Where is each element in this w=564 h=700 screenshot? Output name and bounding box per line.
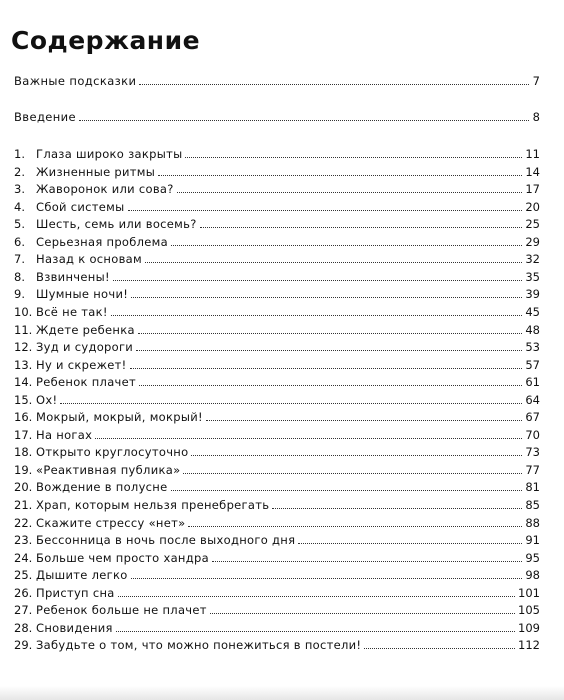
chapter-number: 22.	[14, 515, 33, 530]
chapter-title: Забудьте о том, что можно понежиться в постели!	[36, 638, 362, 653]
toc-chapter-entry[interactable]	[14, 286, 540, 302]
chapter-page-number: 109	[518, 620, 540, 635]
chapter-page-number: 95	[525, 550, 540, 565]
chapter-page-number: 39	[525, 287, 540, 302]
toc-chapter-entry[interactable]	[14, 444, 540, 460]
dot-leader	[128, 210, 523, 211]
chapter-number: 27.	[14, 603, 33, 618]
chapter-title: Ох!	[36, 392, 58, 407]
dot-leader	[116, 631, 515, 632]
toc-chapter-entry[interactable]	[14, 251, 540, 267]
chapter-title: Больше чем просто хандра	[36, 550, 209, 565]
toc-chapter-entry[interactable]	[14, 146, 540, 162]
dot-leader	[191, 455, 522, 456]
toc-entry-label: Важные подсказки	[14, 74, 137, 88]
dot-leader	[138, 333, 523, 334]
chapter-page-number: 57	[525, 357, 540, 372]
chapter-title: Ждете ребенка	[36, 322, 135, 337]
chapter-page-number: 101	[518, 585, 540, 600]
dot-leader	[95, 438, 522, 439]
chapter-title: Взвинчены!	[36, 269, 110, 284]
chapter-number: 12.	[14, 340, 33, 355]
chapter-page-number: 61	[525, 375, 540, 390]
chapter-number: 14.	[14, 375, 33, 390]
chapter-title: Глаза широко закрыты	[36, 147, 183, 161]
chapter-page-number: 20	[525, 199, 540, 214]
chapter-page-number: 45	[525, 305, 540, 319]
dot-leader	[145, 262, 522, 263]
dot-leader	[113, 280, 523, 281]
chapter-number: 16.	[14, 410, 33, 425]
toc-chapter-entry[interactable]	[14, 567, 540, 583]
chapter-title: Ну и скрежет!	[36, 357, 127, 372]
chapter-page-number: 67	[525, 410, 540, 425]
chapter-number: 8.	[14, 269, 25, 284]
toc-chapter-entry[interactable]	[14, 304, 540, 320]
chapter-page-number: 64	[525, 392, 540, 407]
toc-chapter-entry[interactable]	[14, 357, 540, 373]
dot-leader	[298, 543, 522, 544]
dot-leader	[60, 403, 522, 404]
chapter-title: «Реактивная публика»	[36, 462, 181, 477]
chapter-page-number: 81	[525, 480, 540, 495]
chapter-number: 1.	[14, 147, 25, 161]
chapter-title: Жаворонок или сова?	[36, 182, 174, 197]
dot-leader	[131, 578, 523, 579]
dot-leader	[111, 315, 523, 316]
chapter-title: Ребенок больше не плачет	[36, 603, 207, 618]
chapter-title: Шесть, семь или восемь?	[36, 217, 197, 232]
toc-chapter-entry[interactable]	[14, 199, 540, 215]
dot-leader	[183, 473, 522, 474]
chapter-title: Сновидения	[36, 620, 113, 635]
chapter-title: Бессонница в ночь после выходного дня	[36, 533, 296, 548]
dot-leader	[158, 175, 522, 176]
dot-leader	[171, 245, 522, 246]
dot-leader	[200, 227, 523, 228]
chapter-title: Всё не так!	[36, 305, 108, 319]
toc-chapter-entry[interactable]	[14, 164, 540, 180]
chapter-page-number: 73	[525, 445, 540, 460]
dot-leader	[188, 526, 522, 527]
chapter-number: 2.	[14, 164, 25, 179]
chapter-number: 13.	[14, 357, 33, 372]
chapter-title: Назад к основам	[36, 252, 142, 267]
toc-chapter-entry[interactable]	[14, 374, 540, 390]
chapter-title: Скажите стрессу «нет»	[36, 515, 186, 530]
toc-entry-introduction[interactable]	[14, 109, 540, 125]
chapter-page-number: 35	[525, 269, 540, 284]
chapter-page-number: 105	[518, 603, 540, 618]
toc-entry-important-tips[interactable]	[14, 73, 540, 89]
chapter-number: 20.	[14, 480, 33, 495]
toc-chapter-entry[interactable]	[14, 532, 540, 548]
chapter-number: 23.	[14, 533, 33, 548]
page-title: Содержание	[11, 26, 201, 55]
toc-entry-label: Введение	[14, 110, 77, 124]
chapter-number: 26.	[14, 585, 33, 600]
dot-leader	[177, 192, 523, 193]
chapter-number: 25.	[14, 568, 33, 583]
chapter-page-number: 112	[518, 638, 540, 653]
toc-chapter-entry[interactable]	[14, 497, 540, 513]
chapter-title: Серьезная проблема	[36, 234, 169, 249]
page-edge-shadow	[0, 686, 564, 700]
dot-leader	[79, 120, 529, 121]
chapter-number: 29.	[14, 638, 33, 653]
toc-chapter-entry[interactable]	[14, 322, 540, 338]
chapter-page-number: 25	[525, 217, 540, 232]
chapter-number: 10.	[14, 305, 33, 319]
chapter-page-number: 48	[525, 322, 540, 337]
chapter-number: 24.	[14, 550, 33, 565]
chapter-page-number: 91	[525, 533, 540, 548]
toc-entry-page: 8	[532, 110, 540, 124]
dot-leader	[364, 648, 515, 649]
toc-chapter-entry[interactable]	[14, 620, 540, 636]
chapter-title: Храп, которым нельзя пренебрегать	[36, 498, 270, 512]
chapter-page-number: 11	[525, 147, 540, 161]
chapter-number: 3.	[14, 182, 25, 197]
toc-chapter-entry[interactable]	[14, 392, 540, 408]
toc-chapter-entry[interactable]	[14, 234, 540, 250]
chapter-page-number: 14	[525, 164, 540, 179]
toc-chapter-entry[interactable]	[14, 269, 540, 285]
dot-leader	[118, 596, 515, 597]
dot-leader	[130, 368, 523, 369]
toc-chapter-entry[interactable]	[14, 550, 540, 566]
toc-chapter-entry[interactable]	[14, 585, 540, 601]
chapter-page-number: 32	[525, 252, 540, 267]
chapter-title: Открыто круглосуточно	[36, 445, 189, 460]
dot-leader	[136, 350, 522, 351]
dot-leader	[131, 297, 522, 298]
toc-chapter-entry[interactable]	[14, 427, 540, 443]
chapter-number: 4.	[14, 199, 25, 214]
toc-chapter-entry[interactable]	[14, 462, 540, 478]
chapter-title: Дышите легко	[36, 568, 128, 583]
chapter-title: Сбой системы	[36, 199, 125, 214]
chapter-number: 9.	[14, 287, 25, 302]
toc-chapter-entry[interactable]	[14, 637, 540, 653]
chapter-page-number: 17	[525, 182, 540, 197]
chapter-number: 21.	[14, 498, 33, 512]
chapter-page-number: 98	[525, 568, 540, 583]
dot-leader	[171, 490, 523, 491]
chapter-number: 28.	[14, 620, 33, 635]
chapter-number: 19.	[14, 462, 33, 477]
chapter-title: Мокрый, мокрый, мокрый!	[36, 410, 203, 425]
chapter-page-number: 88	[525, 515, 540, 530]
toc-chapter-entry[interactable]	[14, 479, 540, 495]
chapter-number: 18.	[14, 445, 33, 460]
chapter-page-number: 53	[525, 340, 540, 355]
chapter-title: Шумные ночи!	[36, 287, 129, 302]
toc-chapter-entry[interactable]	[14, 515, 540, 531]
chapter-number: 6.	[14, 234, 25, 249]
chapter-title: Вождение в полусне	[36, 480, 168, 495]
dot-leader	[210, 613, 515, 614]
chapter-page-number: 77	[525, 462, 540, 477]
toc-chapter-entry[interactable]	[14, 181, 540, 197]
dot-leader	[139, 84, 529, 85]
dot-leader	[185, 157, 522, 158]
chapter-number: 11.	[14, 322, 33, 337]
dot-leader	[139, 385, 522, 386]
chapter-page-number: 70	[525, 427, 540, 442]
chapter-title: Жизненные ритмы	[36, 164, 156, 179]
dot-leader	[206, 420, 522, 421]
chapter-page-number: 85	[525, 498, 540, 512]
chapter-number: 15.	[14, 392, 33, 407]
dot-leader	[212, 561, 522, 562]
chapter-title: Ребенок плачет	[36, 375, 137, 390]
chapter-number: 17.	[14, 427, 33, 442]
toc-chapter-entry[interactable]	[14, 602, 540, 618]
toc-chapter-entry[interactable]	[14, 409, 540, 425]
dot-leader	[272, 508, 522, 509]
chapter-page-number: 29	[525, 234, 540, 249]
chapter-title: На ногах	[36, 427, 93, 442]
toc-chapter-entry[interactable]	[14, 339, 540, 355]
chapter-title: Приступ сна	[36, 585, 115, 600]
chapter-number: 7.	[14, 252, 25, 267]
toc-entry-page: 7	[532, 74, 540, 88]
toc-chapter-entry[interactable]	[14, 216, 540, 232]
chapter-title: Зуд и судороги	[36, 340, 134, 355]
chapter-number: 5.	[14, 217, 25, 232]
